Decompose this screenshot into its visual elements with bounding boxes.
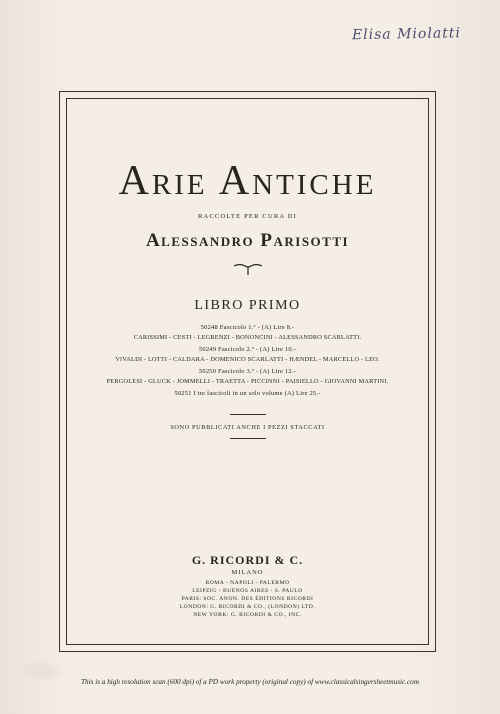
publisher-city: MILANO bbox=[231, 569, 264, 576]
scan-footer-note: This is a high resolution scan (600 dpi) of a PD work property (original copy) of www.classicalsingersheetmusic.com bbox=[81, 678, 419, 686]
collection-title: Arie Antiche bbox=[118, 158, 377, 204]
editor-caption: RACCOLTE PER CURA DI bbox=[197, 213, 298, 220]
fascicle-3-number: 50250 Fascicolo 3.º - (A) Lire 12.- bbox=[198, 368, 297, 375]
editor-name: Alessandro Parisotti bbox=[145, 230, 350, 251]
fascicle-1-number: 50248 Fascicolo 1.º - (A) Lire 8.- bbox=[200, 324, 295, 331]
branch-line-2: LEIPZIG - BUENOS AIRES - S. PAULO bbox=[192, 588, 303, 594]
branch-line-5: NEW YORK: G. RICORDI & CO., INC. bbox=[193, 612, 302, 618]
fascicle-2-composers: VIVALDI - LOTTI - CALDARA - DOMENICO SCARLATTI - HÆNDEL - MARCELLO - LEO. bbox=[115, 356, 380, 363]
divider-top bbox=[230, 414, 266, 415]
book-heading: LIBRO PRIMO bbox=[194, 298, 301, 313]
fascicle-1-composers: CARISSIMI - CESTI - LEGRENZI - BONONCINI - ALESSANDRO SCARLATTI. bbox=[133, 334, 362, 341]
separate-pieces-note: SONO PUBBLICATI ANCHE I PEZZI STACCATI bbox=[170, 424, 325, 431]
publisher-name: G. RICORDI & C. bbox=[191, 553, 304, 567]
branch-line-4: LONDON: G. RICORDI & CO., (LONDON) LTD. bbox=[179, 604, 316, 610]
owner-signature: Elisa Miolatti bbox=[351, 25, 462, 44]
fascicle-3-composers: PERGOLESI - GLUCK - JOMMELLI - TRAETTA - PICCINNI - PAISIELLO - GIOVANNI MARTINI. bbox=[106, 378, 389, 385]
fascicle-2-number: 50249 Fascicolo 2.º - (A) Lire 10.- bbox=[198, 346, 297, 353]
branch-line-3: PARIS: SOC. ANON. DES ÉDITIONS RICORDI bbox=[181, 596, 314, 602]
ornament-icon bbox=[232, 262, 264, 276]
divider-bottom bbox=[230, 438, 266, 439]
branch-line-1: ROMA - NAPOLI - PALERMO bbox=[205, 580, 290, 586]
volume-line: 50251 I tre fascicoli in un solo volume (A) Lire 25.- bbox=[174, 390, 321, 397]
